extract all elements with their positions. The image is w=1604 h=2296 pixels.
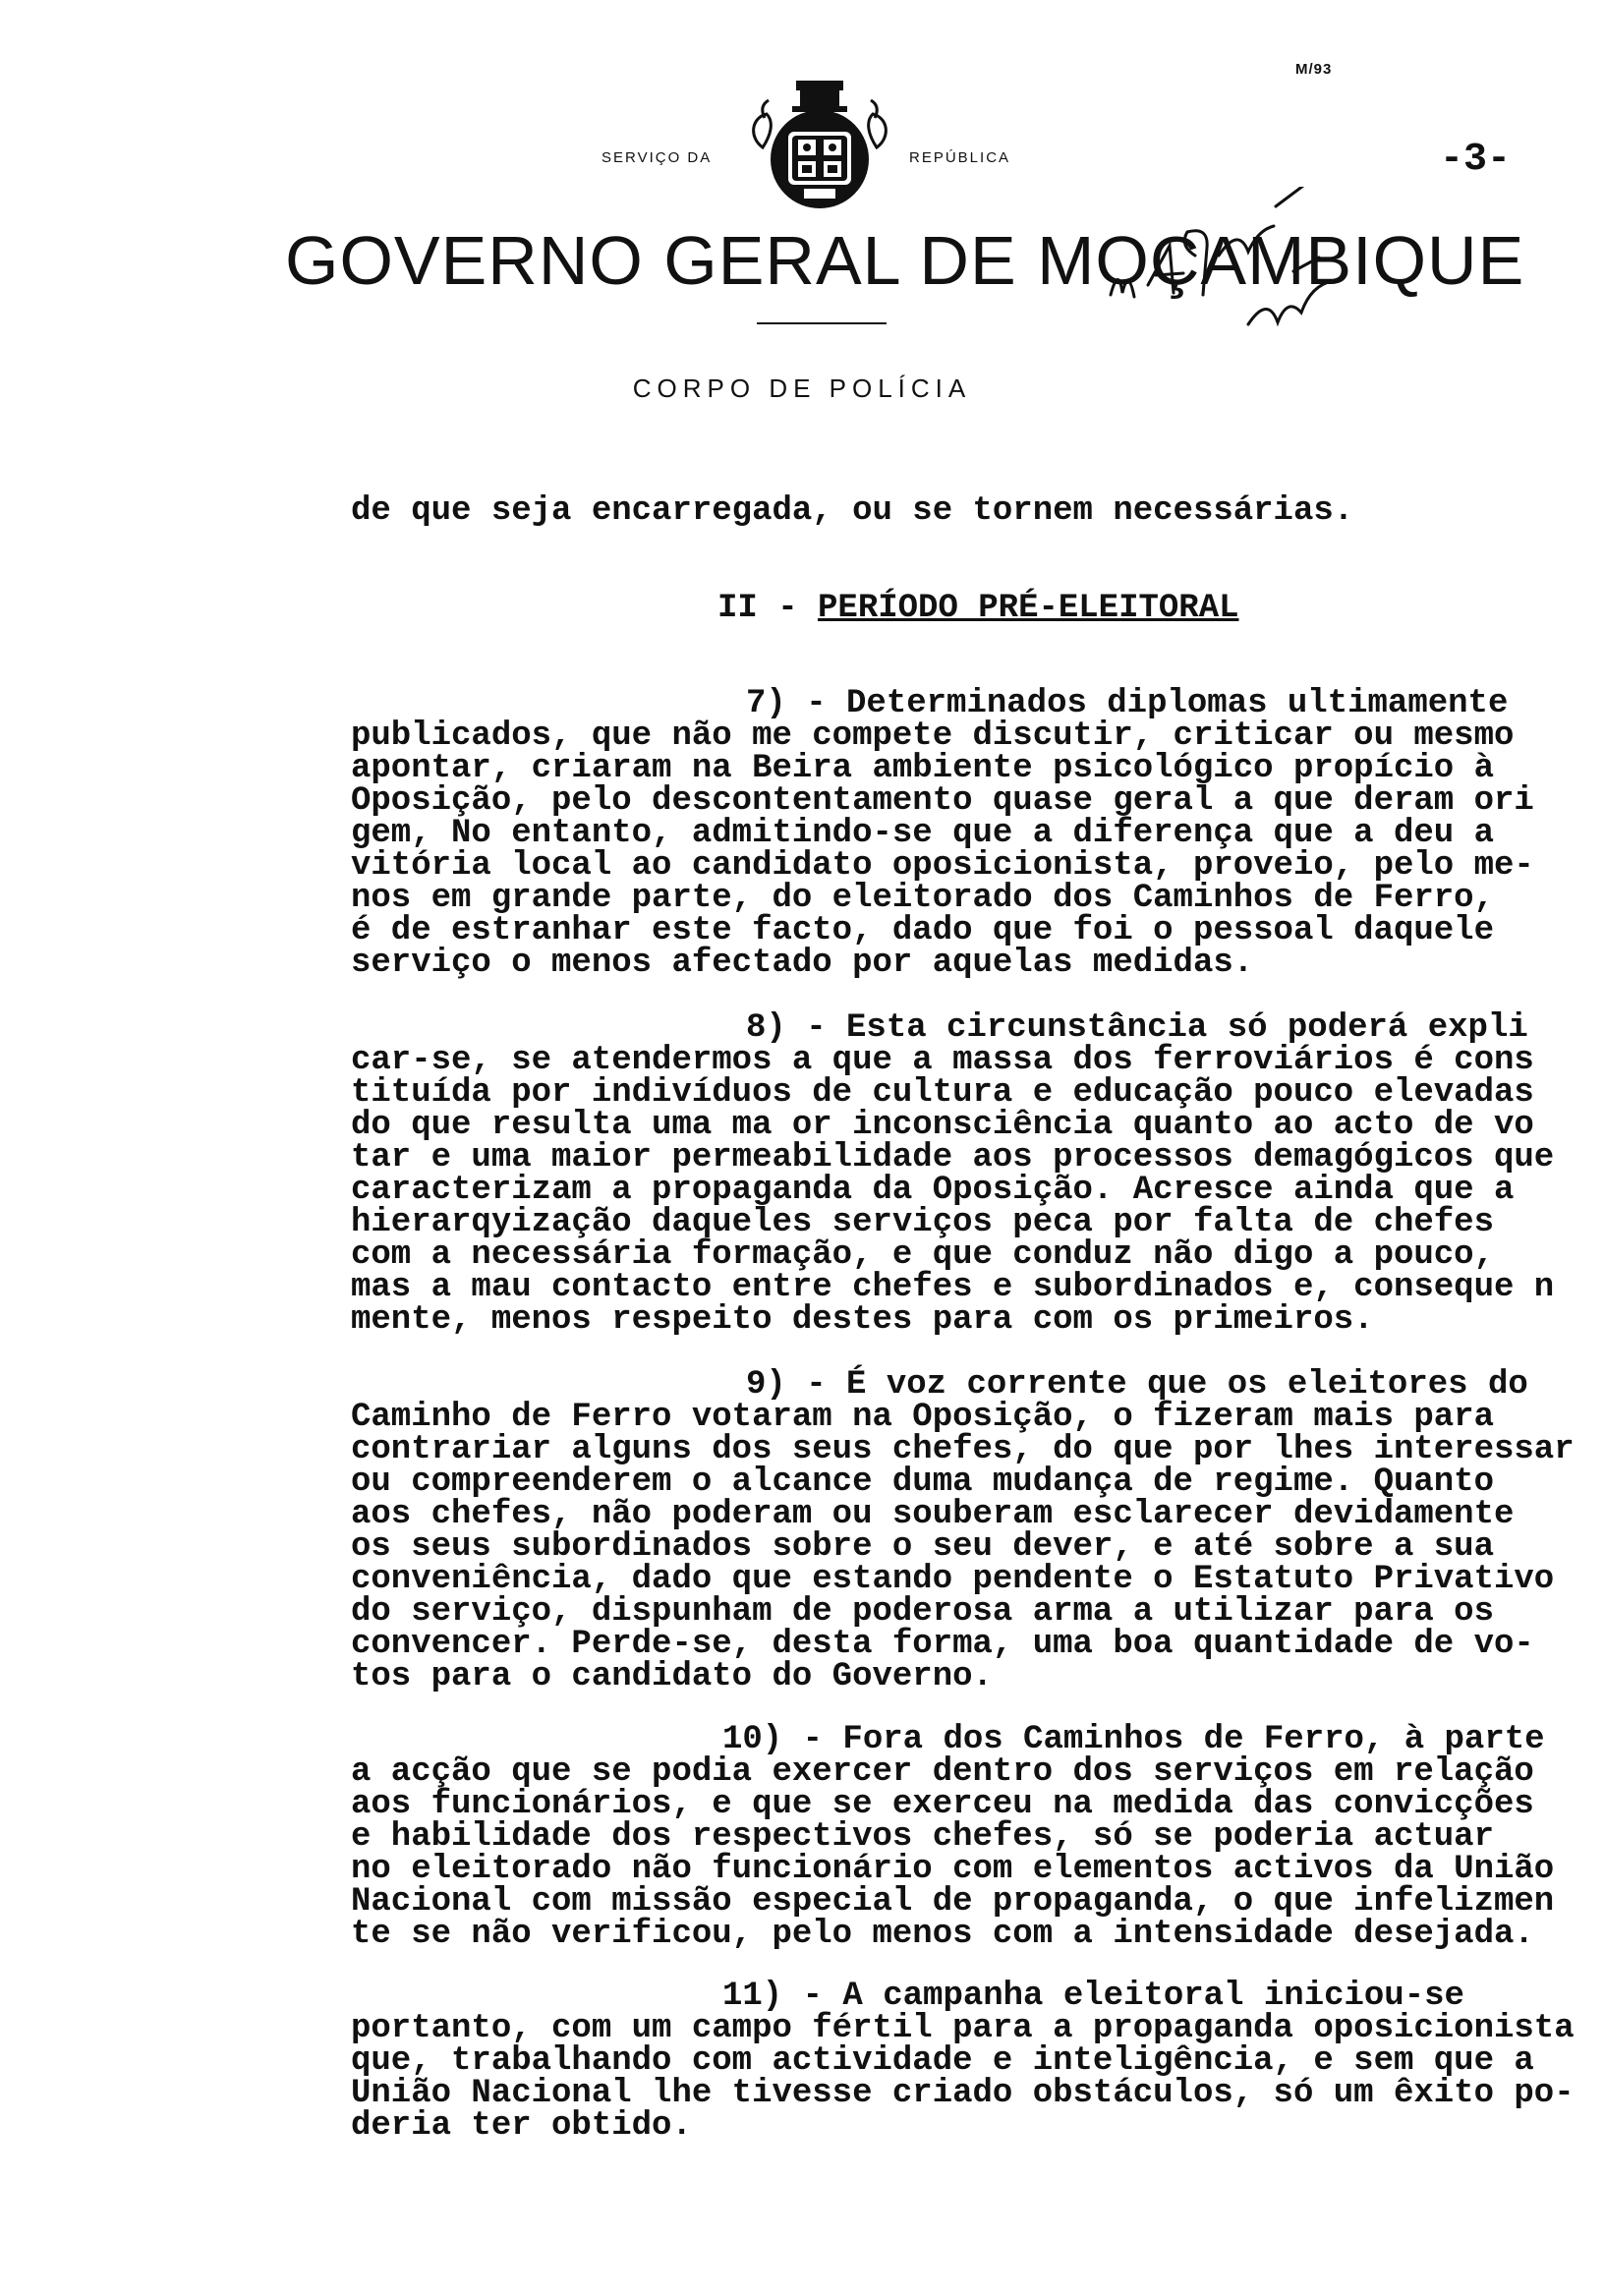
paragraph-9 bbox=[351, 1366, 1575, 1695]
paragraph-number: 7) - bbox=[746, 685, 847, 722]
paragraph-number: 10) - bbox=[722, 1721, 843, 1758]
paragraph-text: Fora dos Caminhos de Ferro, à parte a acção que se podia exercer dentro dos serviços em relação aos funcionários, e que se exerceu na medida das convicções e habilidade dos respectivos chefes, só se poderia actuar no eleitorado não funcionário com elementos activos da União Nacional com missão especial de propaganda, o que infelizmen te se não verificou, pelo menos com a intensidade desejada. bbox=[351, 1721, 1555, 1953]
coat-of-arms-icon bbox=[745, 79, 894, 216]
paragraph-7 bbox=[351, 685, 1534, 982]
paragraph-10 bbox=[351, 1721, 1555, 1953]
section-title: PERÍODO PRÉ-ELEITORAL bbox=[818, 590, 1239, 627]
paragraph-text: Esta circunstância só poderá expli car-se, se atendermos a que a massa dos ferroviários é cons tituída por indivíduos de cultura e educação pouco elevadas do que resulta uma ma or inconsciência quanto ao acto de vo tar e uma maior permeabilidade aos processos demagógicos que caracterizam a propaganda da Oposição. Acresce ainda que a hierarqyização daqueles serviços peca por falta de chefes com a necessária formação, e que conduz não digo a pouco, mas a mau contacto entre chefes e subordinados e, conseque n mente, menos respeito destes para com os primeiros. bbox=[351, 1009, 1555, 1339]
government-title: GOVERNO GERAL DE MOÇAMBIQUE bbox=[285, 222, 1525, 299]
intro-line: de que seja encarregada, ou se tornem necessárias. bbox=[351, 492, 1354, 530]
paragraph-text: É voz corrente que os eleitores do Caminho de Ferro votaram na Oposição, o fizeram mais para contrariar alguns dos seus chefes, do que por lhes interessar ou compreenderem o alcance duma mudança de regime. Quanto aos chefes, não poderam ou souberam esclarecer devidamente os seus subordinados sobre o seu dever, e até sobre a sua conveniência, dado que estando pendente o Estatuto Privativo do serviço, dispunham de poderosa arma a utilizar para os convencer. Perde-se, desta forma, uma boa quantidade de vo- tos para o candidato do Governo. bbox=[351, 1366, 1575, 1695]
paragraph-number: 9) - bbox=[746, 1366, 847, 1404]
section-number: II - bbox=[717, 590, 819, 627]
paragraph-text: A campanha eleitoral iniciou-se portanto, com um campo fértil para a propaganda oposicionista que, trabalhando com actividade e inteligência, e sem que a União Nacional lhe tivesse criado obstáculos, só um êxito po- deria ter obtido. bbox=[351, 1978, 1575, 2145]
service-label-right: REPÚBLICA bbox=[909, 149, 1011, 166]
paragraph-number: 11) - bbox=[722, 1978, 843, 2015]
department-subtitle: CORPO DE POLÍCIA bbox=[632, 373, 972, 403]
handwritten-annotation-icon bbox=[1101, 187, 1553, 373]
page-number: -3- bbox=[1440, 138, 1512, 182]
paragraph-11 bbox=[351, 1980, 1575, 2143]
paragraph-text: Determinados diplomas ultimamente publicados, que não me compete discutir, criticar ou mesmo apontar, criaram na Beira ambiente psicológico propício à Oposição, pelo descontentamento quase geral a que deram ori gem, No entanto, admitindo-se que a diferença que a deu a vitória local ao candidato oposicionista, proveio, pelo me- nos em grande parte, do eleitorado dos Caminhos de Ferro, é de estranhar este facto, dado que foi o pessoal daquele serviço o menos afectado por aquelas medidas. bbox=[351, 685, 1534, 982]
form-code: M/93 bbox=[1295, 61, 1333, 78]
section-heading bbox=[717, 590, 1239, 627]
header-rule bbox=[757, 322, 887, 324]
service-label-left: SERVIÇO DA bbox=[602, 149, 713, 166]
paragraph-number: 8) - bbox=[746, 1009, 847, 1047]
paragraph-8 bbox=[351, 1009, 1555, 1339]
